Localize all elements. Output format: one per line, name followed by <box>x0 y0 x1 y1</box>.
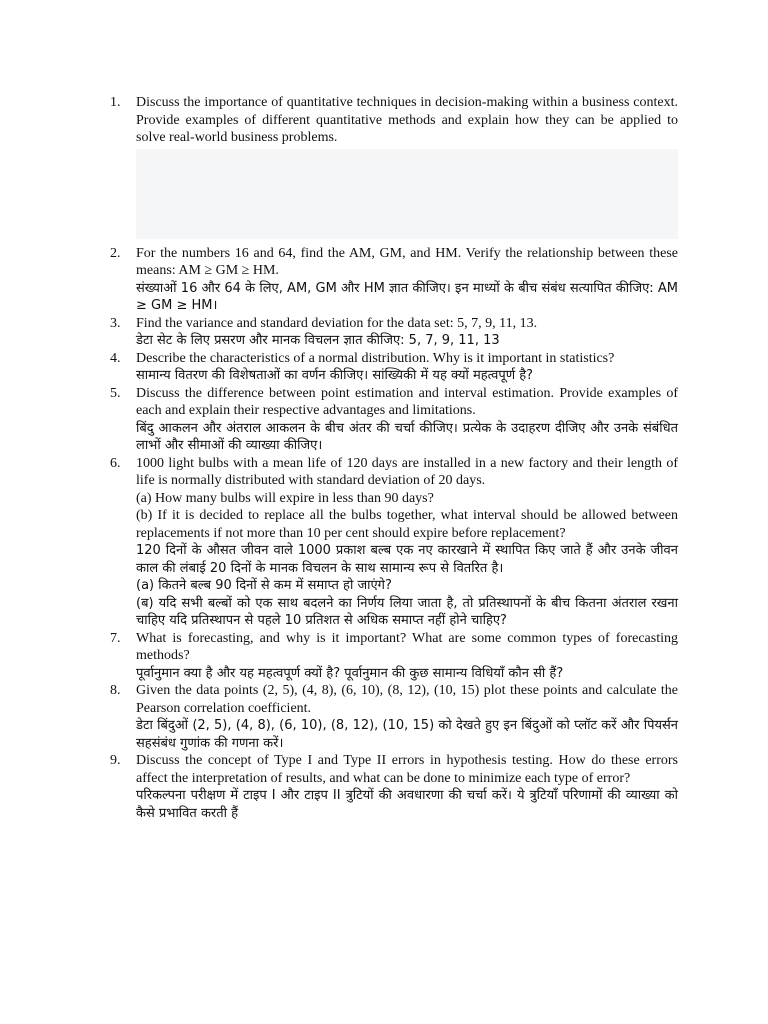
question-number: 6. <box>110 455 121 471</box>
question-text-en: Discuss the concept of Type I and Type II errors in hypothesis testing. How do these errors affect the interpretation of results, and what can be done to minimize each type of error? <box>136 753 678 786</box>
answer-area <box>136 149 678 239</box>
sub-question-a-hi: (a) कितने बल्ब 90 दिनों से कम में समाप्त हो जाएंगे? <box>136 578 392 593</box>
question-item <box>110 94 678 239</box>
question-item <box>110 350 678 385</box>
question-number: 5. <box>110 385 121 401</box>
question-text-hi: परिकल्पना परीक्षण में टाइप I और टाइप II त्रुटियों की अवधारणा की चर्चा करें। ये त्रुटियाँ परिणामों की व्याख्या को कैसे प्रभावित करती हैं <box>136 788 678 821</box>
question-text-en: Discuss the importance of quantitative techniques in decision-making within a business context. Provide examples of different quantitative methods and explain how they can be applied to solve real-world business problems. <box>136 95 678 145</box>
question-text-en: What is forecasting, and why is it important? What are some common types of forecasting methods? <box>136 630 678 663</box>
question-number: 2. <box>110 245 121 261</box>
question-text-en: Discuss the difference between point estimation and interval estimation. Provide examples of each and explain their respective advantages and limitations. <box>136 385 678 418</box>
question-item <box>110 682 678 752</box>
question-text-hi: पूर्वानुमान क्या है और यह महत्वपूर्ण क्यों है? पूर्वानुमान की कुछ सामान्य विधियाँ कौन सी हैं? <box>136 665 564 681</box>
question-text-hi: सामान्य वितरण की विशेषताओं का वर्णन कीजिए। सांख्यिकी में यह क्यों महत्वपूर्ण है? <box>136 368 534 383</box>
question-number: 7. <box>110 630 121 646</box>
question-item <box>110 630 678 683</box>
question-text-en: For the numbers 16 and 64, find the AM, GM, and HM. Verify the relationship between these means: AM ≥ GM ≥ HM. <box>136 245 678 278</box>
question-item <box>110 245 678 315</box>
question-list <box>110 94 678 822</box>
sub-question-b: (b) If it is decided to replace all the bulbs together, what interval should be allowed between replacements if not more than 10 per cent should expire before replacement? <box>136 508 678 541</box>
question-item <box>110 455 678 630</box>
question-text-hi: 120 दिनों के औसत जीवन वाले 1000 प्रकाश बल्ब एक नए कारखाने में स्थापित किए जाते हैं और उनके जीवन काल की लंबाई 20 दिनों के मानक विचलन के साथ सामान्य रूप से वितरित है। <box>136 543 678 576</box>
question-text-hi: डेटा सेट के लिए प्रसरण और मानक विचलन ज्ञात कीजिए: 5, 7, 9, 11, 13 <box>136 333 500 348</box>
question-number: 8. <box>110 683 121 698</box>
sub-question-b-hi: (ब) यदि सभी बल्बों को एक साथ बदलने का निर्णय लिया जाता है, तो प्रतिस्थापनों के बीच कितना अंतराल रखना चाहिए यदि प्रतिस्थापन से पहले 10 प्रतिशत से अधिक समाप्त नहीं होने चाहिए? <box>136 595 678 628</box>
question-number: 4. <box>110 350 121 366</box>
question-number: 3. <box>110 315 121 331</box>
question-text-hi: संख्याओं 16 और 64 के लिए, AM, GM और HM ज्ञात कीजिए। इन माध्यों के बीच संबंध सत्यापित कीजिए: AM ≥ GM ≥ HM। <box>136 280 678 313</box>
question-text-en: Describe the characteristics of a normal distribution. Why is it important in statistics? <box>136 350 615 366</box>
question-text-hi: डेटा बिंदुओं (2, 5), (4, 8), (6, 10), (8, 12), (10, 15) को देखते हुए इन बिंदुओं को प्लॉट करें और पियर्सन सहसंबंध गुणांक की गणना करें। <box>136 718 678 751</box>
sub-question-a: (a) How many bulbs will expire in less than 90 days? <box>136 490 434 506</box>
question-item <box>110 752 678 822</box>
question-item <box>110 385 678 455</box>
question-text-en: 1000 light bulbs with a mean life of 120 days are installed in a new factory and their length of life is normally distributed with standard deviation of 20 days. <box>136 455 678 488</box>
question-number: 9. <box>110 753 121 768</box>
question-text-hi: बिंदु आकलन और अंतराल आकलन के बीच अंतर की चर्चा कीजिए। प्रत्येक के उदाहरण दीजिए और उनके संबंधित लाभों और सीमाओं की व्याख्या कीजिए। <box>136 420 678 453</box>
question-item <box>110 315 678 350</box>
question-number: 1. <box>110 95 121 110</box>
question-text-en: Find the variance and standard deviation for the data set: 5, 7, 9, 11, 13. <box>136 315 538 331</box>
question-text-en: Given the data points (2, 5), (4, 8), (6, 10), (8, 12), (10, 15) plot these points and calculate the Pearson correlation coefficient. <box>136 683 678 716</box>
